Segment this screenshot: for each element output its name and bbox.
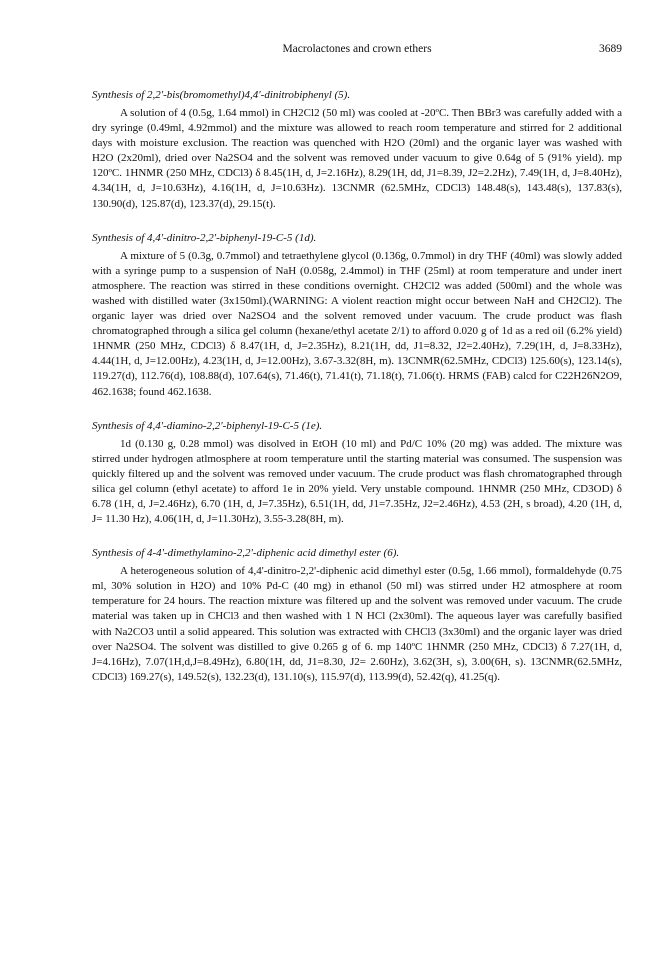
- section-heading: Synthesis of 2,2'-bis(bromomethyl)4,4'-dinitrobiphenyl (5).: [92, 89, 351, 101]
- section-synthesis-1e: [92, 419, 622, 528]
- section-body: 1d (0.130 g, 0.28 mmol) was disolved in EtOH (10 ml) and Pd/C 10% (20 mg) was added. The mixture was stirred under hydrogen atlmosphere at room temperature until the starting material was consumed. The suspension was quickly filtered up and the solvent was removed under vacuum. The crude product was flash chromatographed through silica gel column (ethyl acetate) to afford 1e in 20% yield. Very unstable compound. 1HNMR (250 MHz, CD3OD) δ 6.78 (1H, d, J=2.46Hz), 6.70 (1H, d, J=7.35Hz), 6.51(1H, dd, J1=7.35Hz, J2=2.46Hz), 4.53 (2H, s broad), 4.20 (1H, d, J= 11.30 Hz), 4.06(1H, d, J=11.30Hz), 3.55-3.28(8H, m).: [92, 437, 622, 526]
- section-heading: Synthesis of 4-4'-dimethylamino-2,2'-diphenic acid dimethyl ester (6).: [92, 547, 400, 560]
- document-page: [92, 40, 622, 685]
- page-number: 3689: [599, 43, 622, 55]
- section-body: A mixture of 5 (0.3g, 0.7mmol) and tetraethylene glycol (0.136g, 0.7mmol) in dry THF (40ml) was slowly added with a syringe pump to a suspension of NaH (0.058g, 2.4mmol) in THF (25ml) at room temperature and under inert atmosphere. The reaction was stirred in these conditions overnight. CH2Cl2 was added (500ml) and the whole was washed with distilled water (3x150ml).(WARNING: A violent reaction might occur between NaH and CH2Cl2). The organic layer was dried over Na2SO4 and the solvent removed under vacuum. The crude product was flash chromatographed through a silica gel column (hexane/ethyl acetate 2/1) to afford 0.020 g of 1d as a red oil (6.2% yield) 1HNMR (250 MHz, CDCl3) δ 8.47(1H, d, J=2.35Hz), 8.21(1H, dd, J1=8.32, J2=2.40Hz), 7.29(1H, d, J=8.33Hz), 4.44(1H, d, J=12.00Hz), 4.23(1H, d, J=12.00Hz), 3.67-3.32(8H, m). 13CNMR(62.5MHz, CDCl3) 125.60(s), 123.14(s), 119.27(d), 112.76(d), 108.88(d), 107.64(s), 71.46(t), 71.41(t), 71.18(t), 71.06(t). HRMS (FAB) calcd for C22H26N2O9, 462.1638; found 462.1638.: [92, 249, 622, 398]
- section-synthesis-1d: [92, 231, 622, 400]
- running-head: [92, 40, 622, 58]
- section-synthesis-6: [92, 546, 622, 685]
- running-head-title: Macrolactones and crown ethers: [282, 43, 432, 55]
- section-body: A solution of 4 (0.5g, 1.64 mmol) in CH2Cl2 (50 ml) was cooled at -20ºC. Then BBr3 was carefully added with a dry syringe (0.49ml, 4.92mmol) and the mixture was allowed to reach room temperature and stirred for 2 additional days with moisture exclusion. The reaction was quenched with H2O (20ml) and the organic layer was washed with H2O (2x20ml), dried over Na2SO4 and the solvent was removed under vacuum to give 0.64g of 5 (91% yield). mp 120ºC. 1HNMR (250 MHz, CDCl3) δ 8.45(1H, d, J=2.16Hz), 8.29(1H, dd, J1=8.39, J2=2.2Hz), 7.49(1H, d, J=8.40Hz), 4.34(1H, d, J=10.63Hz), 4.16(1H, d, J=10.63Hz). 13CNMR (62.5MHz, CDCl3) 148.48(s), 143.48(s), 137.83(s), 130.90(d), 125.87(d), 123.37(d), 29.15(t).: [92, 107, 622, 210]
- section-heading: Synthesis of 4,4'-dinitro-2,2'-biphenyl-19-C-5 (1d).: [92, 231, 317, 244]
- section-body: A heterogeneous solution of 4,4'-dinitro-2,2'-diphenic acid dimethyl ester (0.5g, 1.66 mmol), formaldehyde (0.75 ml, 30% solution in H2O) and 10% Pd-C (40 mg) in ethanol (50 ml) was stirred under H2 atmosphere at room temperature for 24 hours. The reaction mixture was filtered up and the solvent was removed under vacuum. The crude material was taken up in CHCl3 and then washed with 1 N HCl (2x30ml). The aqueous layer was carefully basified with Na2CO3 until a solid appeared. This solution was extracted with CHCl3 (3x30ml) and the organic layer was dried over Na2SO4. The solvent was distilled to give 0.265 g of 6. mp 140ºC 1HNMR (250 MHz, CDCl3) δ 7.27(1H, d, J=4.16Hz), 7.07(1H,d,J=8.49Hz), 6.80(1H, dd, J1=8.30, J2= 2.60Hz), 3.62(3H, s), 3.00(6H, s). 13CNMR(62.5MHz, CDCl3) 169.27(s), 149.52(s), 132.23(d), 131.10(s), 115.97(d), 113.99(d), 52.42(q), 41.25(q).: [92, 565, 622, 683]
- section-heading: Synthesis of 4,4'-diamino-2,2'-biphenyl-19-C-5 (1e).: [92, 419, 323, 432]
- section-synthesis-5: [92, 88, 622, 212]
